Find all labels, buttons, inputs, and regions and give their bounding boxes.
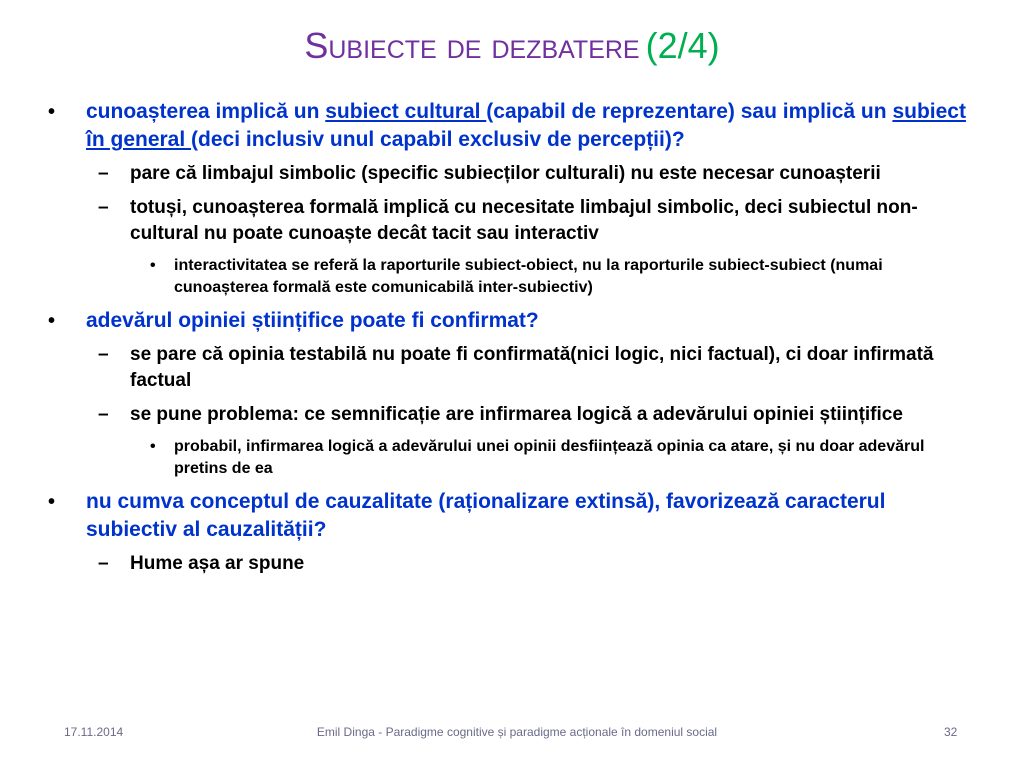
sub-point — [46, 551, 976, 577]
page-number: 32 — [944, 725, 958, 739]
bullet-dot-icon: • — [150, 257, 156, 274]
bullet-dot-icon: • — [48, 101, 56, 123]
bullet-text: (deci inclusiv unul capabil exclusiv de percepții)? — [191, 128, 685, 151]
sub-point — [46, 161, 976, 187]
bullet-point-3 — [46, 488, 976, 544]
bullet-point-1 — [46, 98, 976, 154]
bullet-point-2 — [46, 307, 976, 335]
sub-sub-point — [46, 255, 976, 299]
sub-point-text: totuși, cunoașterea formală implică cu necesitate limbajul simbolic, deci subiectul non-cultural nu poate cunoaște decât tacit sau interactiv — [130, 197, 918, 244]
sub-point-text: se pare că opinia testabilă nu poate fi confirmată(nici logic, nici factual), ci doar infirmată factual — [130, 344, 934, 391]
dash-bullet-icon: – — [98, 197, 109, 218]
slide-title-main: Subiecte de dezbatere — [304, 25, 640, 66]
underlined-term: subiect în general — [86, 100, 966, 151]
dash-bullet-icon: – — [98, 553, 109, 574]
sub-point-text: pare că limbajul simbolic (specific subiecților culturali) nu este necesar cunoașterii — [130, 163, 881, 184]
bullet-text: cunoașterea implică un — [86, 100, 326, 123]
sub-point-text: Hume așa ar spune — [130, 553, 305, 574]
bullet-text: adevărul opiniei științifice poate fi confirmat? — [86, 309, 539, 332]
sub-point — [46, 342, 976, 394]
sub-sub-point-text: probabil, infirmarea logică a adevărului unei opinii desființează opinia ca atare, și nu doar adevărul pretins de ea — [174, 438, 925, 477]
sub-point — [46, 402, 976, 428]
footer-caption: Emil Dinga - Paradigme cognitive și paradigme acționale în domeniul social — [316, 725, 718, 739]
dash-bullet-icon: – — [98, 404, 109, 425]
footer-date: 17.11.2014 — [64, 725, 124, 739]
bullet-text: nu cumva conceptul de cauzalitate (raționalizare extinsă), favorizează caracterul subiectiv al cauzalității? — [86, 490, 886, 541]
bullet-text: (capabil de reprezentare) sau implică un — [486, 100, 893, 123]
bullet-dot-icon: • — [48, 491, 56, 513]
slide-content — [46, 98, 976, 585]
slide-title-number: (2/4) — [645, 25, 720, 66]
underlined-term: subiect cultural — [325, 100, 487, 123]
slide-title — [0, 22, 1024, 70]
sub-sub-point-text: interactivitatea se referă la raporturile subiect-obiect, nu la raporturile subiect-subiect (numai cunoașterea formală este comunicabilă inter-subiectiv) — [174, 257, 883, 296]
sub-sub-point — [46, 436, 976, 480]
dash-bullet-icon: – — [98, 163, 109, 184]
bullet-dot-icon: • — [48, 310, 56, 332]
sub-point-text: se pune problema: ce semnificație are infirmarea logică a adevărului opiniei științifice — [130, 404, 903, 425]
sub-point — [46, 195, 976, 247]
bullet-dot-icon: • — [150, 438, 156, 455]
dash-bullet-icon: – — [98, 344, 109, 365]
